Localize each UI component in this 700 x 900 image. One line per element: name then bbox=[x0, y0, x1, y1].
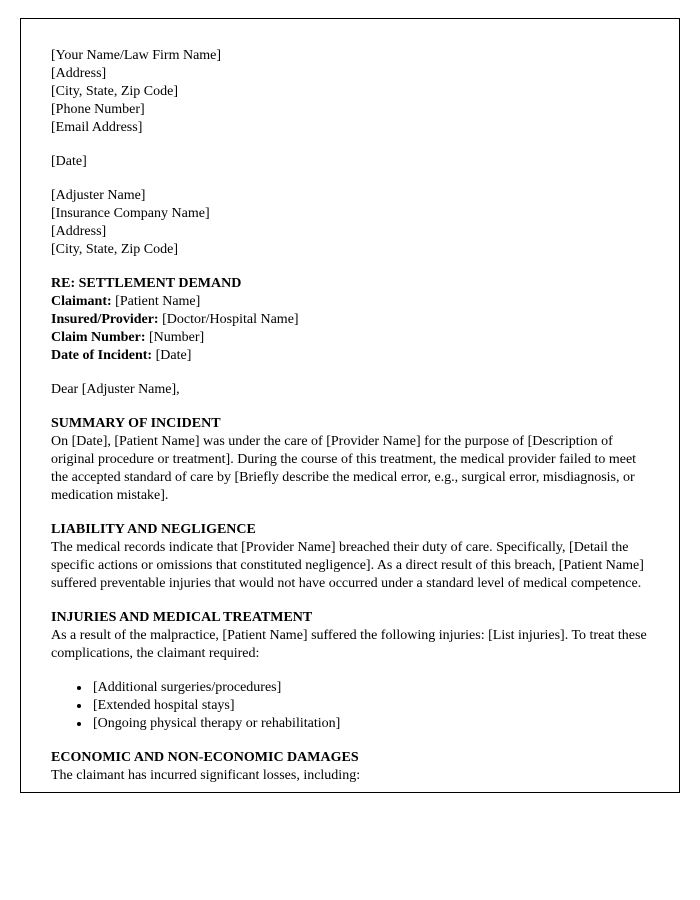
re-field-claim-number-label: Claim Number: bbox=[51, 330, 146, 345]
section-body-liability: The medical records indicate that [Provider Name] breached their duty of care. Specifically, [Detail the specific actions or omissions that constituted negligence]. As a direct result of this breach, [Patient Name] suffered preventable injuries that would not have occurred under a standard level of medical competence. bbox=[51, 540, 644, 591]
section-liability-negligence bbox=[51, 521, 649, 593]
re-field-claimant-label: Claimant: bbox=[51, 294, 112, 309]
re-field-claim-number-value: [Number] bbox=[149, 330, 205, 345]
recipient-block bbox=[51, 187, 649, 259]
sender-email: [Email Address] bbox=[51, 120, 143, 135]
date-block bbox=[51, 153, 649, 171]
recipient-city-state-zip: [City, State, Zip Code] bbox=[51, 242, 179, 257]
re-field-claimant-value: [Patient Name] bbox=[115, 294, 201, 309]
section-body-damages: The claimant has incurred significant losses, including: bbox=[51, 768, 361, 783]
section-summary-of-incident bbox=[51, 415, 649, 505]
settlement-demand-letter bbox=[51, 47, 649, 785]
section-heading-injuries: INJURIES AND MEDICAL TREATMENT bbox=[51, 610, 313, 625]
section-heading-damages: ECONOMIC AND NON-ECONOMIC DAMAGES bbox=[51, 750, 359, 765]
bullet-item-hospital-stays: • [Extended hospital stays] bbox=[91, 697, 649, 715]
document-page bbox=[20, 18, 680, 793]
recipient-address: [Address] bbox=[51, 224, 107, 239]
salutation-block bbox=[51, 381, 649, 399]
re-field-insured bbox=[51, 311, 649, 329]
section-injuries-treatment bbox=[51, 609, 649, 663]
sender-phone: [Phone Number] bbox=[51, 102, 145, 117]
re-field-claimant bbox=[51, 293, 649, 311]
injuries-bullet-list bbox=[51, 679, 649, 733]
re-field-incident-date-label: Date of Incident: bbox=[51, 348, 153, 363]
sender-name: [Your Name/Law Firm Name] bbox=[51, 48, 222, 63]
re-heading: RE: SETTLEMENT DEMAND bbox=[51, 276, 242, 291]
recipient-company: [Insurance Company Name] bbox=[51, 206, 210, 221]
re-field-insured-value: [Doctor/Hospital Name] bbox=[162, 312, 299, 327]
section-body-summary: On [Date], [Patient Name] was under the care of [Provider Name] for the purpose of [Description of original procedure or treatment]. During the course of this treatment, the medical provider failed to meet the accepted standard of care by [Briefly describe the medical error, e.g., surgical error, misdiagnosis, or medication mistake]. bbox=[51, 434, 637, 503]
recipient-adjuster: [Adjuster Name] bbox=[51, 188, 146, 203]
section-heading-liability: LIABILITY AND NEGLIGENCE bbox=[51, 522, 256, 537]
salutation: Dear [Adjuster Name], bbox=[51, 382, 180, 397]
bullet-list bbox=[51, 679, 649, 733]
re-field-claim-number bbox=[51, 329, 649, 347]
sender-address: [Address] bbox=[51, 66, 107, 81]
re-field-incident-date bbox=[51, 347, 649, 365]
re-field-incident-date-value: [Date] bbox=[155, 348, 192, 363]
sender-city-state-zip: [City, State, Zip Code] bbox=[51, 84, 179, 99]
re-block bbox=[51, 275, 649, 365]
section-body-injuries: As a result of the malpractice, [Patient Name] suffered the following injuries: [List injuries]. To treat these complications, the claimant required: bbox=[51, 628, 647, 661]
section-heading-summary: SUMMARY OF INCIDENT bbox=[51, 416, 221, 431]
bullet-item-therapy: • [Ongoing physical therapy or rehabilitation] bbox=[91, 715, 649, 733]
bullet-item-surgeries: • [Additional surgeries/procedures] bbox=[91, 679, 649, 697]
letter-date: [Date] bbox=[51, 154, 87, 169]
re-field-insured-label: Insured/Provider: bbox=[51, 312, 159, 327]
section-damages bbox=[51, 749, 649, 785]
sender-block bbox=[51, 47, 649, 137]
